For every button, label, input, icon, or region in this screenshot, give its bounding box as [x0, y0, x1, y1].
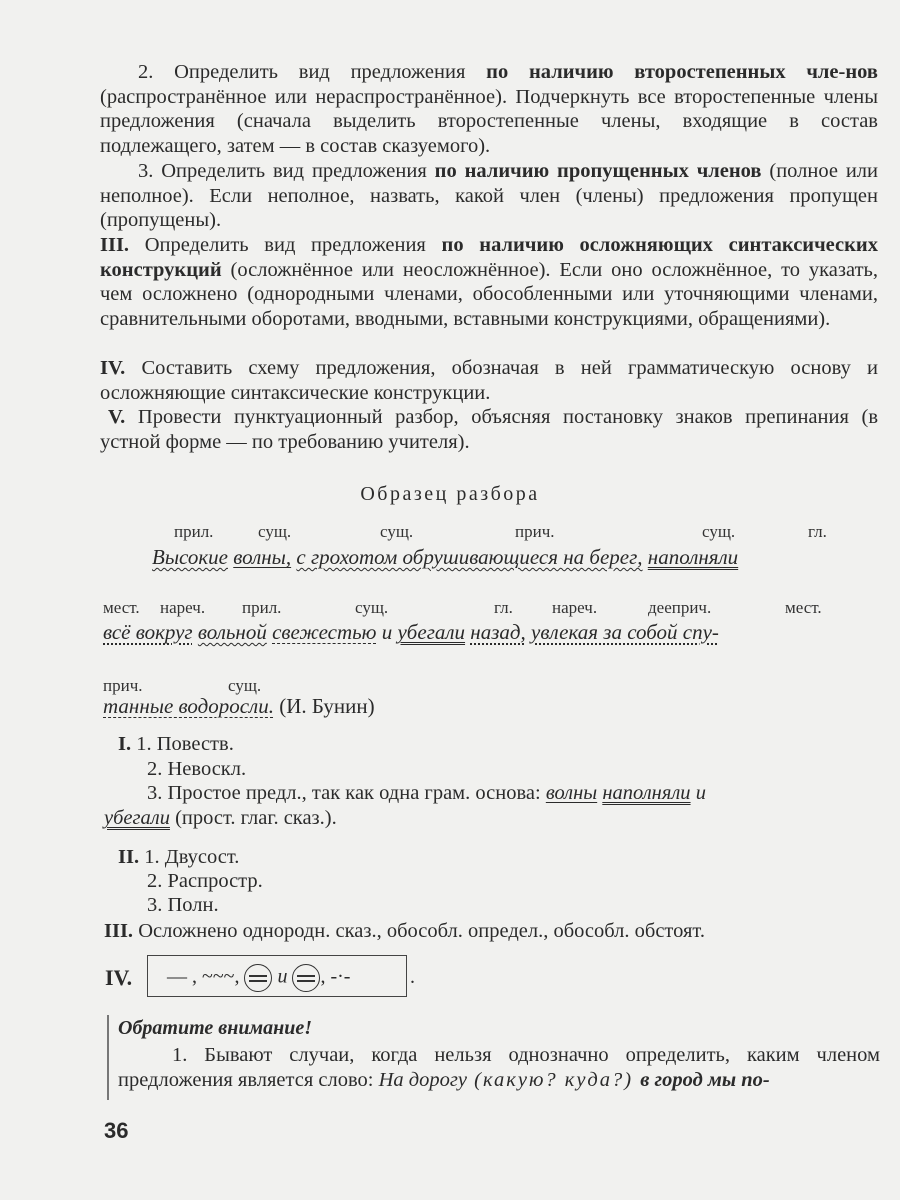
pos-label: прил. [174, 522, 214, 541]
sentence-schema: — , ~~~, и , -·- [167, 964, 350, 992]
pos-label: прич. [515, 522, 555, 541]
example-author: (И. Бунин) [279, 694, 375, 718]
paragraph-III: III. Определить вид предложения по наличию осложняющих синтаксических конструкций (осложнённое или неосложнённое). Если оно осложнённое, то указать, чем осложнено (однородными членами, обособленными или уточняющими членами, сравнительными оборотами, вводными, вставными конструкциями, обращениями). [100, 234, 878, 330]
example-word-conjunction: и [381, 620, 393, 644]
paragraph-V: V. Провести пунктуационный разбор, объясняя постановку знаков препинания (в устной форме — по требованию учителя). [100, 406, 878, 453]
example-word-adverbial: назад, [470, 620, 526, 644]
analysis-II-3: 3. Полн. [147, 894, 219, 916]
example-line-2 [103, 620, 719, 645]
paragraph-3: 3. Определить вид предложения по наличию пропущенных членов (полное или неполное). Если неполное, назвать, какой член (члены) предложения пропущен (пропущены). [100, 160, 878, 231]
example-word-subject: волны, [233, 545, 292, 569]
example-participial-phrase: с грохотом обрушивающиеся на берег, [296, 545, 643, 569]
example-line-1 [152, 545, 738, 570]
example-word-object: свежестью [272, 620, 377, 644]
example-word-predicate: наполняли [647, 545, 739, 569]
schema-subject-mark: — [167, 965, 187, 988]
schema-attribute-mark: ~~~, [202, 965, 240, 988]
analysis-I-3: 3. Простое предл., так как одна грам. основа: волны наполняли и [147, 782, 706, 804]
pos-label: прил. [242, 598, 282, 617]
example-line-3 [103, 694, 375, 719]
example-participial-phrase-end: танные водоросли. [103, 694, 274, 718]
note-title: Обратите внимание! [118, 1017, 313, 1039]
pos-label: сущ. [380, 522, 414, 541]
pos-label: мест. [785, 598, 822, 617]
sample-heading: Образец разбора [360, 483, 540, 505]
note-text: 1. Бывают случаи, когда нельзя однозначно определить, каким членом предложения является слово: На дорогу (какую? куда?) в город мы по- [118, 1044, 880, 1091]
pos-label: нареч. [552, 598, 598, 617]
example-word-attribute: вольной [197, 620, 267, 644]
schema-adverbial-mark: -·- [330, 965, 351, 988]
page-number: 36 [104, 1118, 129, 1143]
schema-predicate-circle [244, 964, 272, 992]
analysis-I-3-cont: убегали (прост. глаг. сказ.). [104, 807, 337, 829]
analysis-II-2: 2. Распростр. [147, 870, 263, 892]
analysis-II-1: II. 1. Двусост. [118, 846, 240, 868]
pos-label: нареч. [160, 598, 206, 617]
schema-predicate-circle [292, 964, 320, 992]
example-word-adverbial: всё вокруг [103, 620, 193, 644]
pos-label: мест. [103, 598, 140, 617]
example-word-predicate: убегали [397, 620, 466, 644]
analysis-IV-label: IV. [105, 965, 133, 990]
pos-label: гл. [494, 598, 513, 617]
pos-label: сущ. [258, 522, 292, 541]
analysis-I-1: I. 1. Повеств. [118, 733, 234, 755]
pos-label: дееприч. [648, 598, 712, 617]
analysis-I-2: 2. Невоскл. [147, 758, 247, 780]
pos-label: сущ. [355, 598, 389, 617]
pos-label: гл. [808, 522, 827, 541]
example-word-attribute: Высокие [152, 545, 228, 569]
note-sidebar-line [107, 1015, 109, 1100]
paragraph-IV: IV. Составить схему предложения, обозначая в ней грамматическую основу и осложняющие синтаксические конструкции. [100, 357, 878, 404]
paragraph-2: 2. Определить вид предложения по наличию второстепенных чле-нов (распространённое или нераспространённое). Подчеркнуть все второстепенные члены предложения (сначала выделить второстепенные члены, входящие в состав подлежащего, затем — в состав сказуемого). [100, 61, 878, 157]
pos-label: прич. [103, 676, 143, 695]
analysis-III: III. Осложнено однородн. сказ., обособл. определ., обособл. обстоят. [104, 920, 705, 942]
schema-end-dot: . [410, 966, 415, 988]
pos-label: сущ. [228, 676, 262, 695]
example-adverbial-phrase: увлекая за собой спу- [531, 620, 719, 644]
pos-label: сущ. [702, 522, 736, 541]
